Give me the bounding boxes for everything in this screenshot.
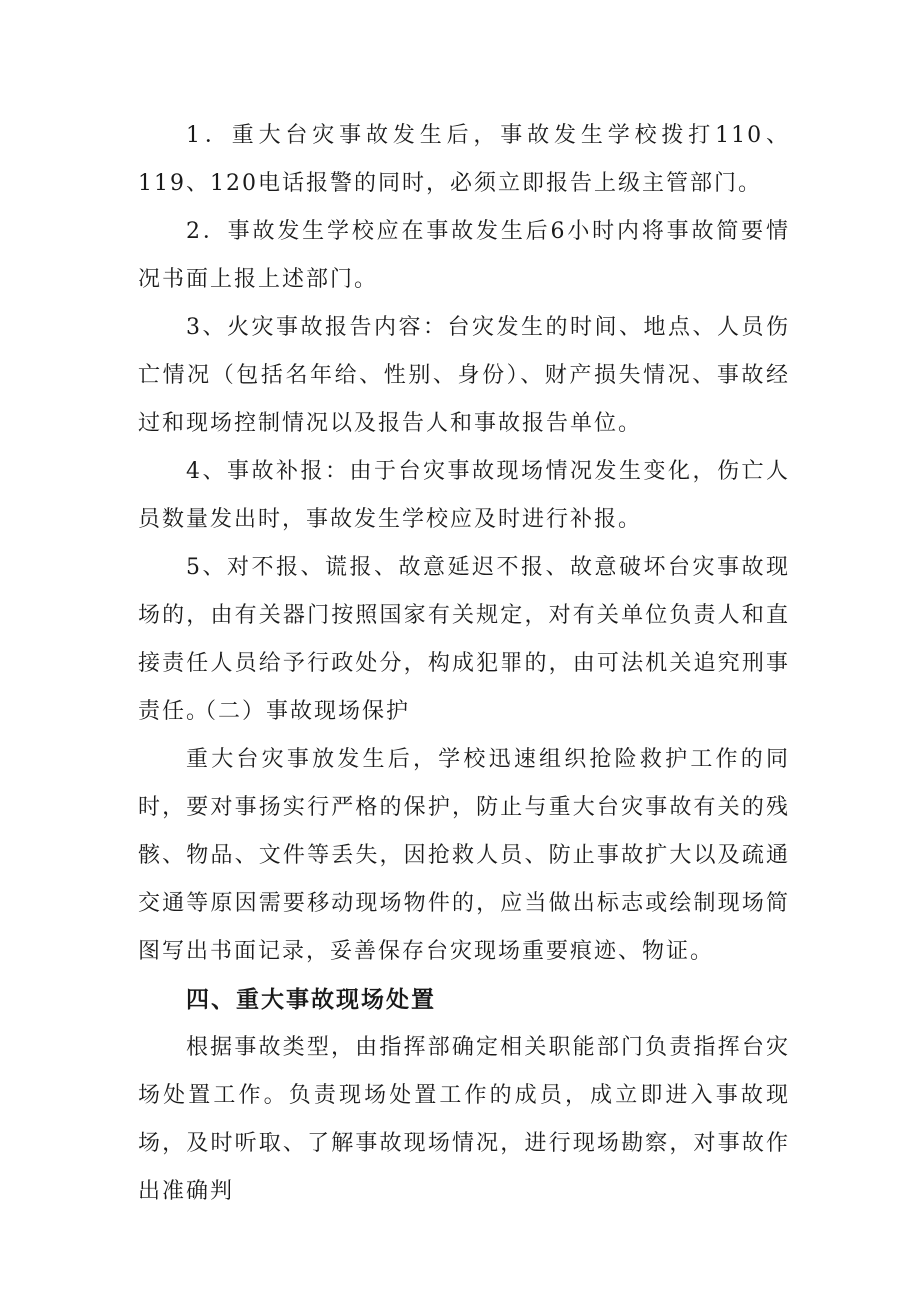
paragraph-item-4: 4、事故补报：由于台灾事故现场情况发生变化，伤亡人员数量发出时，事故发生学校应及时进行补报。: [138, 459, 790, 532]
paragraph-item-1: 1．重大台灾事故发生后，事故发生学校拨打110、119、120电话报警的同时，必须立即报告上级主管部门。: [138, 123, 790, 196]
paragraph-scene-handling: 根据事故类型，由指挥部确定相关职能部门负责指挥台灾场处置工作。负责现场处置工作的成员，成立即进入事故现场，及时听取、了解事故现场情况，进行现场勘察，对事故作出准确判: [138, 1035, 790, 1204]
paragraph-item-2: 2．事故发生学校应在事故发生后6小时内将事故简要情况书面上报上述部门。: [138, 219, 790, 292]
paragraph-scene-protection: 重大台灾事放发生后，学校迅速组织抢险救护工作的同时，要对事扬实行严格的保护，防止与重大台灾事故有关的残骸、物品、文件等丢失，因抢救人员、防止事故扩大以及疏通交通等原因需要移动现场物件的，应当做出标志或绘制现场简图写出书面记录，妥善保存台灾现场重要痕迹、物证。: [138, 747, 790, 964]
section-heading: 四、重大事故现场处置: [186, 987, 436, 1013]
section-subheading: （二）事故现场保护: [194, 699, 411, 724]
paragraph-item-5: 5、对不报、谎报、故意延迟不报、故意破坏台灾事故现场的，由有关器门按照国家有关规定，对有关单位负责人和直接责任人员给予行政处分，构成犯罪的，由可法机关追究刑事责任。: [138, 555, 790, 724]
paragraph-item-3: 3、火灾事故报告内容：台灾发生的时间、地点、人员伤亡情况（包括名年给、性别、身份）、财产损失情况、事故经过和现场控制情况以及报告人和事故报告单位。: [138, 315, 790, 436]
